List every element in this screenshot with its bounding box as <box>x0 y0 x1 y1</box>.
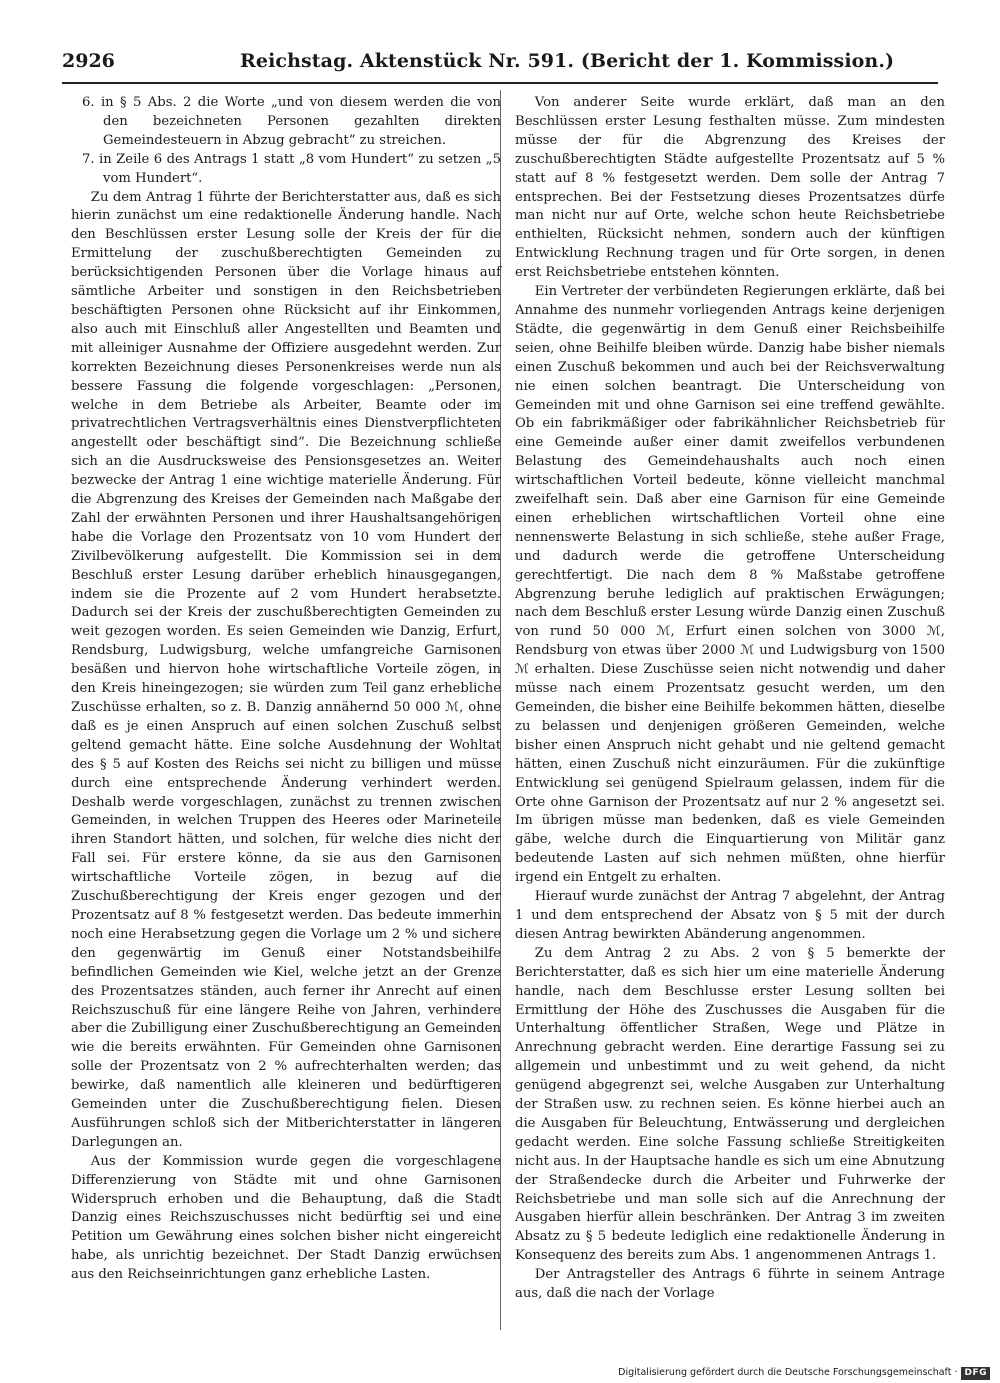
paragraph: Hierauf wurde zunächst der Antrag 7 abgelehnt, der Antrag 1 und dem entsprechend der Absatz von § 5 mit der durch diesen Antrag bewirkten Abänderung angenommen. <box>515 889 945 942</box>
page-number: 2926 <box>62 50 115 72</box>
footer-credit: Digitalisierung gefördert durch die Deutsche Forschungsgemeinschaft · <box>618 1367 958 1378</box>
paragraph: Von anderer Seite wurde erklärt, daß man an den Beschlüssen erster Lesung festhalten müsse. Zum mindesten müsse der für die Abgrenzung des Kreises der zuschußberechtigten Städte aufgestellte Prozentsatz auf 5 % statt auf 8 % festgesetzt werden. Dem solle der Antrag 7 entsprechen. Bei der Festsetzung dieses Prozentsatzes dürfe man nicht nur auf Orte, welche schon heute Reichsbetriebe enthielten, Rücksicht nehmen, sondern auch der künftigen Entwicklung Rechnung tragen und für Orte sorgen, in denen erst Reichsbetriebe entstehen könnten. <box>515 95 945 281</box>
header-rule <box>62 82 938 84</box>
paragraph: Der Antragsteller des Antrags 6 führte in seinem Antrage aus, daß die nach der Vorlage <box>515 1267 945 1302</box>
page-header <box>62 50 938 84</box>
left-column <box>71 94 501 1285</box>
running-title: Reichstag. Aktenstück Nr. 591. (Bericht der 1. Kommission.) <box>240 50 895 72</box>
amendment-item-6: 6. in § 5 Abs. 2 die Worte „und von diesem werden die von den bezeichneten Personen gezahlten direkten Gemeindesteuern in Abzug gebracht“ zu streichen. <box>82 95 501 148</box>
amendment-item-7: 7. in Zeile 6 des Antrags 1 statt „8 vom Hundert“ zu setzen „5 vom Hundert“. <box>82 151 501 186</box>
digitization-footer <box>618 1366 990 1380</box>
dfg-logo: DFG <box>961 1367 990 1380</box>
paragraph: Zu dem Antrag 2 zu Abs. 2 von § 5 bemerkte der Berichterstatter, daß es sich hier um eine materielle Änderung handle, nach dem Beschlusse erster Lesung sollten bei Ermittlung der Höhe des Zuschusses die Ausgaben für die Unterhaltung öffentlicher Straßen, Wege und Plätze in Anrechnung gebracht werden. Eine derartige Fassung sei zu allgemein und unbestimmt und zu weit gehend, da nicht genügend abgegrenzt sei, welche Ausgaben zur Unterhaltung der Straßen usw. zu rechnen seien. Es könne hierbei auch an die Ausgaben für Beleuchtung, Entwässerung und dergleichen gedacht werden. Eine solche Fassung schließe Streitigkeiten nicht aus. In der Hauptsache handle es sich um eine Abnutzung der Straßendecke durch die Arbeiter und Fuhrwerke der Reichsbetriebe und man solle sich auf die Anrechnung der Ausgaben hierfür allein beschränken. Der Antrag 3 im zweiten Absatz zu § 5 bedeute lediglich eine redaktionelle Änderung in Konsequenz des bereits zum Abs. 1 angenommenen Antrags 1. <box>515 945 945 1264</box>
paragraph: Zu dem Antrag 1 führte der Berichterstatter aus, daß es sich hierin zunächst um eine redaktionelle Änderung handle. Nach den Beschlüssen erster Lesung solle der Kreis der für die Ermittelung der zuschußberechtigten Gemeinden zu berücksichtigenden Personen über die Vorlage hinaus auf sämtliche Arbeiter und sonstigen in den Reichsbetrieben beschäftigten Personen ohne Rücksicht auf ihr Einkommen, also auch mit Einschluß aller Angestellten und Beamten und mit alleiniger Ausnahme der Offiziere ausgedehnt werden. Zur korrekten Bezeichnung dieses Personenkreises werde nun als bessere Fassung die folgende vorgeschlagen: „Personen, welche in dem Betriebe als Arbeiter, Beamte oder im privatrechtlichen Vertragsverhältnis eines Dienstverpflichteten angestellt oder beschäftigt sind“. Die Bezeichnung schließe sich an die Ausdrucksweise des Pensionsgesetzes an. Weiter bezwecke der Antrag 1 eine wichtige materielle Änderung. Für die Abgrenzung des Kreises der Gemeinden nach Maßgabe der Zahl der erwähnten Personen und ihrer Haushaltsangehörigen habe die Vorlage den Prozentsatz von 10 vom Hundert der Zivilbevölkerung aufgestellt. Die Kommission sei in dem Beschluß erster Lesung darüber erheblich hinausgegangen, indem sie die Prozente auf 2 vom Hundert herabsetzte. Dadurch sei der Kreis der zuschußberechtigten Gemeinden zu weit gezogen worden. Es seien Gemeinden wie Danzig, Erfurt, Rendsburg, Ludwigsburg, welche umfangreiche Garnisonen besäßen und hiervon hohe wirtschaftliche Vorteile zögen, in den Kreis hineingezogen; sie würden zum Teil ganz erhebliche Zuschüsse erhalten, so z. B. Danzig annähernd 50 000 ℳ, ohne daß es je einen Anspruch auf einen solchen Zuschuß selbst geltend gemacht hätte. Eine solche Ausdehnung der Wohltat des § 5 auf Kosten des Reichs sei nicht zu billigen und müsse durch eine entsprechende Änderung verhindert werden. Deshalb werde vorgeschlagen, zunächst zu trennen zwischen Gemeinden, in welchen Truppen des Heeres oder Marineteile ihren Standort hätten, und solchen, für welche dies nicht der Fall sei. Für erstere könne, da sie aus den Garnisonen wirtschaftliche Vorteile zögen, in bezug auf die Zuschußberechtigung der Kreis enger gezogen und der Prozentsatz auf 8 % festgesetzt werden. Das bedeute immerhin noch eine Herabsetzung gegen die Vorlage um 2 % und sichere den gegenwärtig im Genuß einer Notstandsbeihilfe befindlichen Gemeinden wie Kiel, welche jetzt an der Grenze des Prozentsatzes ständen, auch ferner ihr Anrecht auf einen Reichszuschuß für eine längere Reihe von Jahren, verhindere aber die Zubilligung einer Zuschußberechtigung an Gemeinden wie die bereits erwähnten. Für Gemeinden ohne Garnisonen solle der Prozentsatz von 2 % aufrechterhalten werden; das bewirke, daß namentlich alle kleineren und bedürftigeren Gemeinden unter die Zuschußberechtigung fielen. Diesen Ausführungen schloß sich der Mitberichterstatter in längeren Darlegungen an. <box>71 189 501 1150</box>
right-column <box>515 94 945 1304</box>
paragraph: Ein Vertreter der verbündeten Regierungen erklärte, daß bei Annahme des nunmehr vorliegenden Antrags keine derjenigen Städte, die gegenwärtig in dem Genuß einer Reichsbeihilfe seien, ohne Beihilfe bleiben würde. Danzig habe bisher niemals einen Zuschuß bekommen und auch bei der Reichsverwaltung nie einen solchen beantragt. Die Unterscheidung von Gemeinden mit und ohne Garnison sei eine treffend gewählte. Ob ein fabrikmäßiger oder fabrikähnlicher Reichsbetrieb für eine Gemeinde außer einer damit zweifellos verbundenen Belastung des Gemeindehaushalts auch noch einen wirtschaftlichen Vorteil bedeute, könne vielleicht manchmal zweifelhaft sein. Daß aber eine Garnison für eine Gemeinde einen erheblichen wirtschaftlichen Vorteil ohne eine nennenswerte Belastung in sich schließe, stehe außer Frage, und dadurch werde die getroffene Unterscheidung gerechtfertigt. Die nach dem 8 % Maßstabe getroffene Abgrenzung beruhe lediglich auf praktischen Erwägungen; nach dem Beschluß erster Lesung würde Danzig einen Zuschuß von rund 50 000 ℳ, Erfurt einen solchen von 3000 ℳ, Rendsburg von etwas über 2000 ℳ und Ludwigsburg von 1500 ℳ erhalten. Diese Zuschüsse seien nicht notwendig und daher müsse nach einem Prozentsatz gesucht werden, um den Gemeinden, die bisher eine Beihilfe bekommen hätten, dieselbe zu belassen und denjenigen größeren Gemeinden, welche bisher einen Anspruch nicht gehabt und nie geltend gemacht hätten, einen Zuschuß nicht einzuräumen. Für die zukünftige Entwicklung sei genügend Spielraum gelassen, indem für die Orte ohne Garnison der Prozentsatz auf nur 2 % angesetzt sei. Im übrigen müsse man bedenken, daß es viele Gemeinden gäbe, welche durch die Einquartierung von Militär ganz bedeutende Lasten auf sich nehmen müßten, ohne hierfür irgend ein Entgelt zu erhalten. <box>515 284 945 886</box>
paragraph: Aus der Kommission wurde gegen die vorgeschlagene Differenzierung von Städte mit und ohne Garnisonen Widerspruch erhoben und die Behauptung, daß die Stadt Danzig eines Reichszuschusses nicht bedürftig sei und eine Petition um Gewährung eines solchen bisher nicht eingereicht habe, als unrichtig bezeichnet. Der Stadt Danzig erwüchsen aus den Reichseinrichtungen ganz erhebliche Lasten. <box>71 1153 501 1283</box>
